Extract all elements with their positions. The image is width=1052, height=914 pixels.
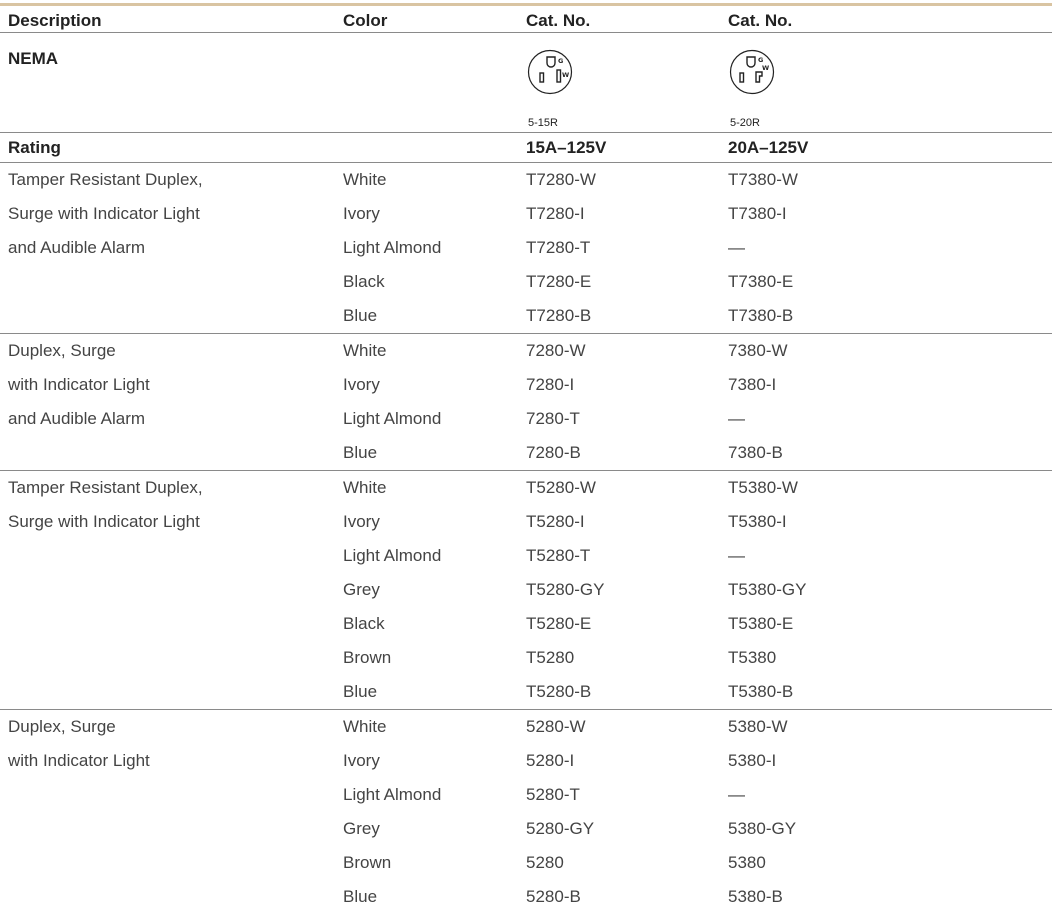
table-row xyxy=(0,265,1052,299)
color-cell: Blue xyxy=(343,887,378,906)
description-line: Tamper Resistant Duplex, xyxy=(8,478,203,497)
nema-label: NEMA xyxy=(8,49,59,68)
svg-text:G: G xyxy=(558,57,564,65)
table-header xyxy=(0,6,1052,33)
color-cell: Ivory xyxy=(343,204,380,223)
cat-no-15a-cell: T5280-B xyxy=(526,682,592,701)
table-row xyxy=(0,710,1052,744)
table-row xyxy=(0,573,1052,607)
table-row xyxy=(0,197,1052,231)
table-row xyxy=(0,675,1052,709)
cat-no-20a-cell: 7380-I xyxy=(728,375,777,394)
color-cell: Grey xyxy=(343,819,380,838)
color-cell: White xyxy=(343,717,387,736)
header-color: Color xyxy=(343,11,388,30)
table-row xyxy=(0,744,1052,778)
description-line: and Audible Alarm xyxy=(8,238,146,257)
table-row xyxy=(0,880,1052,914)
cat-no-20a-cell: T7380-W xyxy=(728,170,798,189)
color-cell: Black xyxy=(343,272,385,291)
cat-no-15a-cell: T7280-I xyxy=(526,204,585,223)
cat-no-20a-cell: T5380-GY xyxy=(728,580,807,599)
cat-no-20a-cell: T7380-B xyxy=(728,306,794,325)
receptacle-5-20r-icon xyxy=(729,49,775,95)
product-group xyxy=(0,163,1052,334)
cat-no-20a-cell: — xyxy=(728,238,745,257)
cat-no-15a-cell: T5280-I xyxy=(526,512,585,531)
cat-no-15a-cell: 7280-W xyxy=(526,341,586,360)
cat-no-20a-cell: 5380-GY xyxy=(728,819,797,838)
table-row xyxy=(0,846,1052,880)
color-cell: Light Almond xyxy=(343,238,442,257)
color-cell: Blue xyxy=(343,682,378,701)
table-row xyxy=(0,471,1052,505)
color-cell: White xyxy=(343,341,387,360)
color-cell: Brown xyxy=(343,648,392,667)
svg-text:W: W xyxy=(762,64,770,72)
cat-no-15a-cell: 5280-GY xyxy=(526,819,595,838)
cat-no-15a-cell: 5280-W xyxy=(526,717,586,736)
description-line: Tamper Resistant Duplex, xyxy=(8,170,203,189)
cat-no-15a-cell: 5280 xyxy=(526,853,564,872)
cat-no-20a-cell: T5380-B xyxy=(728,682,794,701)
cat-no-15a-cell: 5280-B xyxy=(526,887,581,906)
cat-no-20a-cell: — xyxy=(728,546,745,565)
cat-no-15a-cell: 7280-B xyxy=(526,443,581,462)
receptacle-5-15r-icon xyxy=(527,49,573,95)
description-line: with Indicator Light xyxy=(8,751,150,770)
header-cat-no-1: Cat. No. xyxy=(526,11,591,30)
cat-no-15a-cell: 7280-T xyxy=(526,409,580,428)
cat-no-15a-cell: T7280-B xyxy=(526,306,592,325)
table-row xyxy=(0,334,1052,368)
description-line: Surge with Indicator Light xyxy=(8,512,200,531)
color-cell: Grey xyxy=(343,580,380,599)
receptacle-5-15r-label: 5-15R xyxy=(528,117,558,129)
table-row xyxy=(0,505,1052,539)
color-cell: White xyxy=(343,170,387,189)
cat-no-15a-cell: T7280-W xyxy=(526,170,596,189)
rating-label: Rating xyxy=(8,138,61,157)
table-row xyxy=(0,231,1052,265)
product-table-body xyxy=(0,163,1052,914)
color-cell: Ivory xyxy=(343,751,380,770)
color-cell: Brown xyxy=(343,853,392,872)
cat-no-20a-cell: T5380-W xyxy=(728,478,798,497)
table-row xyxy=(0,812,1052,846)
header-description: Description xyxy=(8,11,102,30)
cat-no-15a-cell: T7280-E xyxy=(526,272,592,291)
cat-no-20a-cell: 5380-B xyxy=(728,887,783,906)
description-line: and Audible Alarm xyxy=(8,409,146,428)
cat-no-15a-cell: T5280-GY xyxy=(526,580,605,599)
cat-no-20a-cell: — xyxy=(728,785,745,804)
description-line: Surge with Indicator Light xyxy=(8,204,200,223)
cat-no-15a-cell: T5280-W xyxy=(526,478,596,497)
receptacle-5-20r-label: 5-20R xyxy=(730,117,760,129)
header-cat-no-2: Cat. No. xyxy=(728,11,793,30)
description-line: Duplex, Surge xyxy=(8,341,116,360)
cat-no-20a-cell: T5380-E xyxy=(728,614,794,633)
product-group xyxy=(0,710,1052,914)
rating-value-2: 20A–125V xyxy=(728,138,809,157)
cat-no-15a-cell: 5280-I xyxy=(526,751,575,770)
table-row xyxy=(0,368,1052,402)
color-cell: Blue xyxy=(343,306,378,325)
cat-no-15a-cell: 7280-I xyxy=(526,375,575,394)
cat-no-15a-cell: T5280 xyxy=(526,648,575,667)
cat-no-15a-cell: T7280-T xyxy=(526,238,591,257)
svg-text:G: G xyxy=(758,56,764,64)
cat-no-20a-cell: — xyxy=(728,409,745,428)
cat-no-20a-cell: 7380-B xyxy=(728,443,783,462)
svg-text:W: W xyxy=(562,71,570,79)
description-line: Duplex, Surge xyxy=(8,717,116,736)
cat-no-20a-cell: 5380 xyxy=(728,853,766,872)
cat-no-20a-cell: T5380 xyxy=(728,648,777,667)
cat-no-20a-cell: 5380-I xyxy=(728,751,777,770)
table-row xyxy=(0,607,1052,641)
color-cell: Light Almond xyxy=(343,409,442,428)
cat-no-15a-cell: T5280-T xyxy=(526,546,591,565)
rating-row xyxy=(0,133,1052,163)
rating-value-1: 15A–125V xyxy=(526,138,607,157)
cat-no-20a-cell: T7380-I xyxy=(728,204,787,223)
cat-no-20a-cell: 5380-W xyxy=(728,717,788,736)
table-row xyxy=(0,641,1052,675)
cat-no-15a-cell: T5280-E xyxy=(526,614,592,633)
cat-no-20a-cell: T5380-I xyxy=(728,512,787,531)
color-cell: Light Almond xyxy=(343,785,442,804)
table-row xyxy=(0,539,1052,573)
color-cell: Ivory xyxy=(343,512,380,531)
color-cell: Light Almond xyxy=(343,546,442,565)
nema-row xyxy=(0,33,1052,133)
cat-no-15a-cell: 5280-T xyxy=(526,785,580,804)
table-row xyxy=(0,778,1052,812)
cat-no-20a-cell: 7380-W xyxy=(728,341,788,360)
table-row xyxy=(0,436,1052,470)
product-group xyxy=(0,471,1052,710)
color-cell: Blue xyxy=(343,443,378,462)
product-group xyxy=(0,334,1052,471)
color-cell: White xyxy=(343,478,387,497)
color-cell: Ivory xyxy=(343,375,380,394)
table-row xyxy=(0,402,1052,436)
color-cell: Black xyxy=(343,614,385,633)
cat-no-20a-cell: T7380-E xyxy=(728,272,794,291)
table-row xyxy=(0,163,1052,197)
description-line: with Indicator Light xyxy=(8,375,150,394)
table-row xyxy=(0,299,1052,333)
